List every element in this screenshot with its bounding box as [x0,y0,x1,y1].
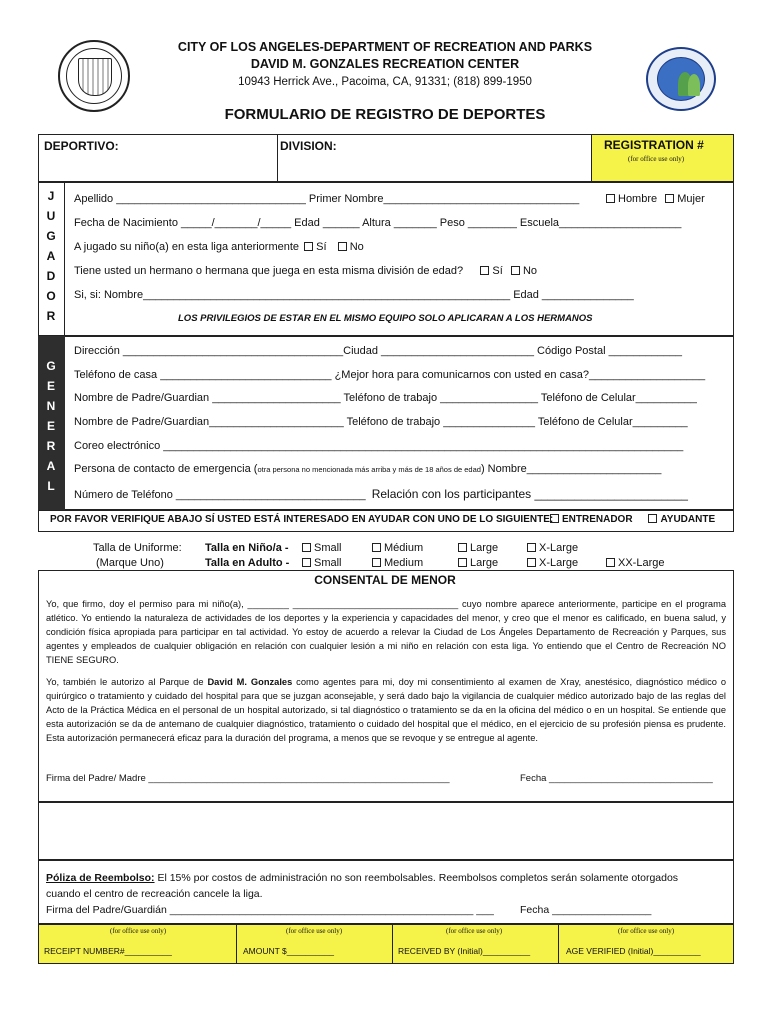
mujer-checkbox[interactable] [665,194,674,203]
age-verified[interactable]: AGE VERIFIED (Initial)__________ [566,946,701,956]
entrenador-checkbox[interactable] [550,514,559,523]
apellido-field[interactable]: Apellido _______________________________ Primer Nombre________________________________ [74,193,580,205]
consent-signature[interactable]: Firma del Padre/ Madre _________________________________________________________ [46,773,450,784]
form-title: FORMULARIO DE REGISTRO DE DEPORTES [224,106,546,123]
sibling-si-checkbox[interactable] [480,266,489,275]
played-no-checkbox[interactable] [338,242,347,251]
home-phone-row[interactable]: Teléfono de casa ____________________________ ¿Mejor hora para comunicarnos con usted en casa?___________________ [74,369,706,381]
gender-options[interactable]: Hombre Mujer [604,193,705,205]
refund-signature[interactable]: Firma del Padre/Guardián ____________________________________________________ ___ [46,904,494,916]
hombre-checkbox[interactable] [606,194,615,203]
sibling-no-checkbox[interactable] [511,266,520,275]
jugador-vertical-label: J U G A D O R [46,189,56,323]
size-adulto-large[interactable]: Large [456,557,498,569]
registration-label: REGISTRATION # [604,138,704,152]
email-row[interactable]: Coreo electrónico _____________________________________________________________________________________ [74,440,684,452]
address-row[interactable]: Dirección ____________________________________Ciudad _________________________ Código Postal ____________ [74,345,683,357]
office-note-2: (for office use only) [286,927,343,935]
sibling-row: Tiene usted un hermano o hermana que juega en esta misma división de edad? Sí No [74,265,537,277]
siblings-note: LOS PRIVILEGIOS DE ESTAR EN EL MISMO EQUIPO SOLO APLICARAN A LOS HERMANOS [178,313,593,324]
size-nino-small[interactable]: Small [300,542,342,554]
sibling-name-row[interactable]: Si, si: Nombre____________________________________________________________ Edad _______________ [74,289,634,301]
ayudante-checkbox[interactable] [648,514,657,523]
header-center: DAVID M. GONZALES RECREATION CENTER [250,57,520,71]
header-city: CITY OF LOS ANGELES-DEPARTMENT OF RECREATION AND PARKS [177,40,593,54]
guardian1-row[interactable]: Nombre de Padre/Guardian _____________________ Teléfono de trabajo ________________ Teléfono de Celular__________ [74,392,697,404]
refund-date[interactable]: Fecha _________________ [520,904,652,916]
volunteer-text: POR FAVOR VERIFIQUE ABAJO SÍ USTED ESTÁ INTERESADO EN AYUDAR CON UNO DE LO SIGUIENTE: [50,514,554,525]
office-note-1: (for office use only) [110,927,167,935]
office-note-3: (for office use only) [446,927,503,935]
division-label: DIVISION: [280,139,337,153]
blank-box [38,802,734,860]
size-adulto-small[interactable]: Small [300,557,342,569]
consent-paragraph-1: Yo, que firmo, doy el permiso para mi niño(a), ________ ________________________________ cuyo nombre aparece anteriormente, participe en el programa atlético. Yo entiendo la naturaleza de actividades de los deportes y la experiencia y capacidades del menor, y creo que el menor es calificado, en buena salud, y condición física apropiada para participar en tal actividad. Yo estoy de acuerdo a relevar la Ciudad de Los Ángeles Departamento de Recreación y Parques, sus agentes y empleados de cualquier obligación en relación con cualquier lesión a mi niño en relación con esta liga. Yo entiendo que el Centro de Recreación NO TIENE SEGURO. [46,599,726,665]
amount[interactable]: AMOUNT $__________ [243,946,335,956]
played-si-checkbox[interactable] [304,242,313,251]
emergency-contact-row[interactable]: Persona de contacto de emergencia (otra persona no mencionada más arriba y más de 18 años de edad) Nombre______________________ [74,463,662,475]
size-adulto-xxlarge[interactable]: XX-Large [604,557,664,569]
general-vertical-label: G E N E R A L [46,359,56,493]
size-adulto-medium[interactable]: Medium [370,557,423,569]
office-note-4: (for office use only) [618,927,675,935]
office-use-note: (for office use only) [628,155,685,163]
refund-policy: Póliza de Reembolso: El 15% por costos de administración no son reembolsables. Reembolsos completos serán solamente otorgados cuando el centro de recreación cancele la liga. [46,872,679,900]
consent-title: CONSENTAL DE MENOR [314,573,456,587]
volunteer-options: ENTRENADOR AYUDANTE [548,514,715,525]
size-nino-xlarge[interactable]: X-Large [525,542,578,554]
played-before-row: A jugado su niño(a) en esta liga anteriormente Sí No [74,241,364,253]
guardian2-row[interactable]: Nombre de Padre/Guardian______________________ Teléfono de trabajo _______________ Teléfono de Celular_________ [74,416,688,428]
emergency-phone-row[interactable]: Número de Teléfono _______________________________ Relación con los participantes _______________________ [74,487,688,501]
header-address: 10943 Herrick Ave., Pacoima, CA, 91331; (818) 899-1950 [238,76,532,88]
receipt-number[interactable]: RECEIPT NUMBER#__________ [44,946,172,956]
consent-paragraph-2: Yo, también le autorizo al Parque de David M. Gonzales como agentes para mi, doy mi consentimiento al examen de Xray, anestésico, diagnóstico médico o quirúrgico o tratamiento y cuidado del hospital para que se juzgan aconsejable, y será dado bajo la vigilancia de cualquier médico autorizado bajo de las reglas del Acto de la Práctica Médica en el personal de un hospital autorizado, si tal diagnóstico o tratamiento se da en la oficina del médico o en un hospital. Se entiende que esta autorización se da de antemano de cualquier diagnóstico, tratamiento o cuidado del hospital que el médico, en el ejercicio de su profesión piensa es prudente. Esta autorización permanecerá eficaz para la duración del programa, a menos que se revoque y se entregue al agente. [46,677,726,743]
size-nino-medium[interactable]: Médium [370,542,423,554]
adulto-size-label: Talla en Adulto - [205,557,290,569]
received-by[interactable]: RECEIVED BY (Initial)__________ [398,946,531,956]
size-adulto-xlarge[interactable]: X-Large [525,557,578,569]
deportivo-label: DEPORTIVO: [44,139,119,153]
uniform-label: Talla de Uniforme: [93,542,182,554]
nino-size-label: Talla en Niño/a - [205,542,289,554]
uniform-sublabel: (Marque Uno) [96,557,164,569]
consent-date[interactable]: Fecha _______________________________ [520,773,713,784]
size-nino-large[interactable]: Large [456,542,498,554]
birthdate-row[interactable]: Fecha de Nacimiento _____/_______/_____ Edad ______ Altura _______ Peso ________ Escuela____________________ [74,217,682,229]
